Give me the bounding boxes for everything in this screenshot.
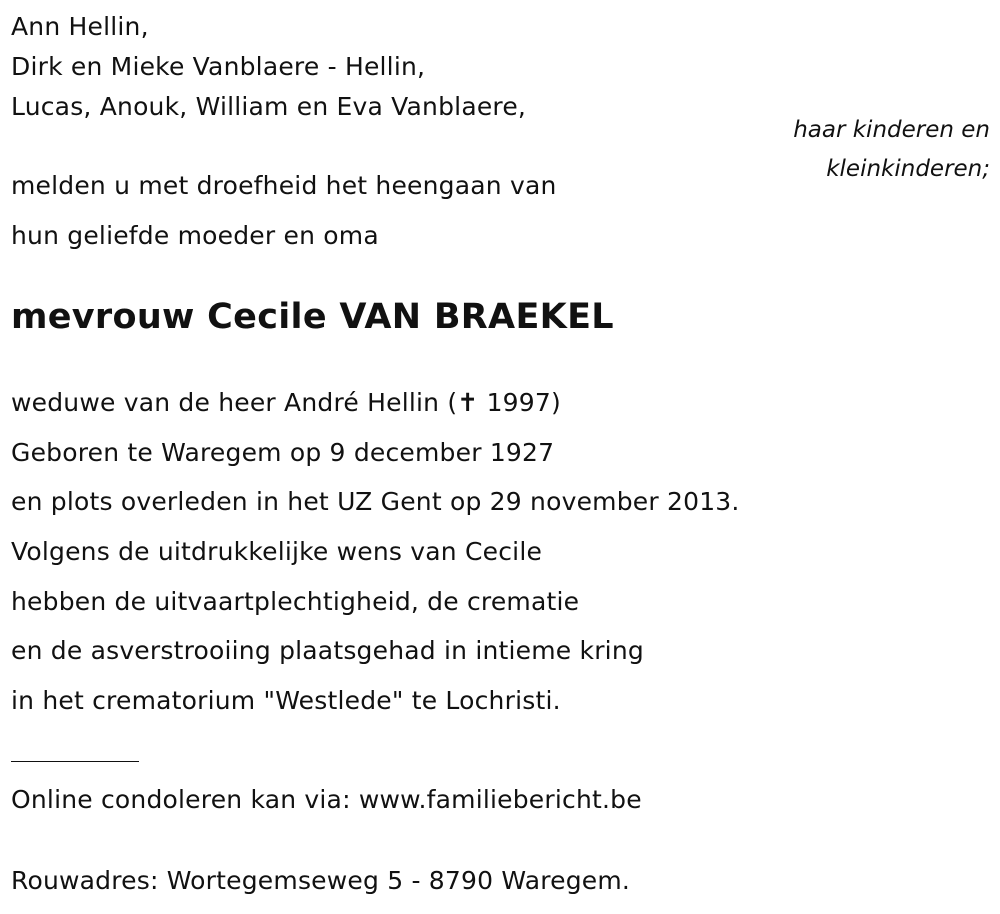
detail-wish-line: Volgens de uitdrukkelijke wens van Cecile — [11, 537, 543, 566]
detail-birth-line: Geboren te Waregem op 9 december 1927 — [11, 438, 555, 467]
detail-death-line: en plots overleden in het UZ Gent op 29 november 2013. — [11, 487, 740, 516]
announcement-line-2: hun geliefde moeder en oma — [11, 221, 379, 250]
detail-widow-line: weduwe van de heer André Hellin (✝ 1997) — [11, 388, 561, 417]
relation-line-grandchildren: kleinkinderen; — [826, 156, 990, 182]
detail-crematorium-line: in het crematorium "Westlede" te Lochristi. — [11, 686, 561, 715]
detail-ceremony-line: hebben de uitvaartplechtigheid, de crematie — [11, 587, 580, 616]
mourning-address-line: Rouwadres: Wortegemseweg 5 - 8790 Waregem. — [11, 866, 631, 895]
announcement-line-1: melden u met droefheid het heengaan van — [11, 171, 557, 200]
relation-line-children: haar kinderen en — [793, 117, 990, 143]
deceased-name: mevrouw Cecile VAN BRAEKEL — [11, 297, 614, 337]
detail-scattering-line: en de asverstrooiing plaatsgehad in intieme kring — [11, 636, 644, 665]
separator-line — [11, 761, 139, 762]
online-condolences-line: Online condoleren kan via: www.familiebericht.be — [11, 785, 642, 814]
family-line-grandchildren: Lucas, Anouk, William en Eva Vanblaere, — [11, 92, 527, 121]
family-line-dirk-mieke: Dirk en Mieke Vanblaere - Hellin, — [11, 52, 426, 81]
family-line-ann: Ann Hellin, — [11, 12, 149, 41]
